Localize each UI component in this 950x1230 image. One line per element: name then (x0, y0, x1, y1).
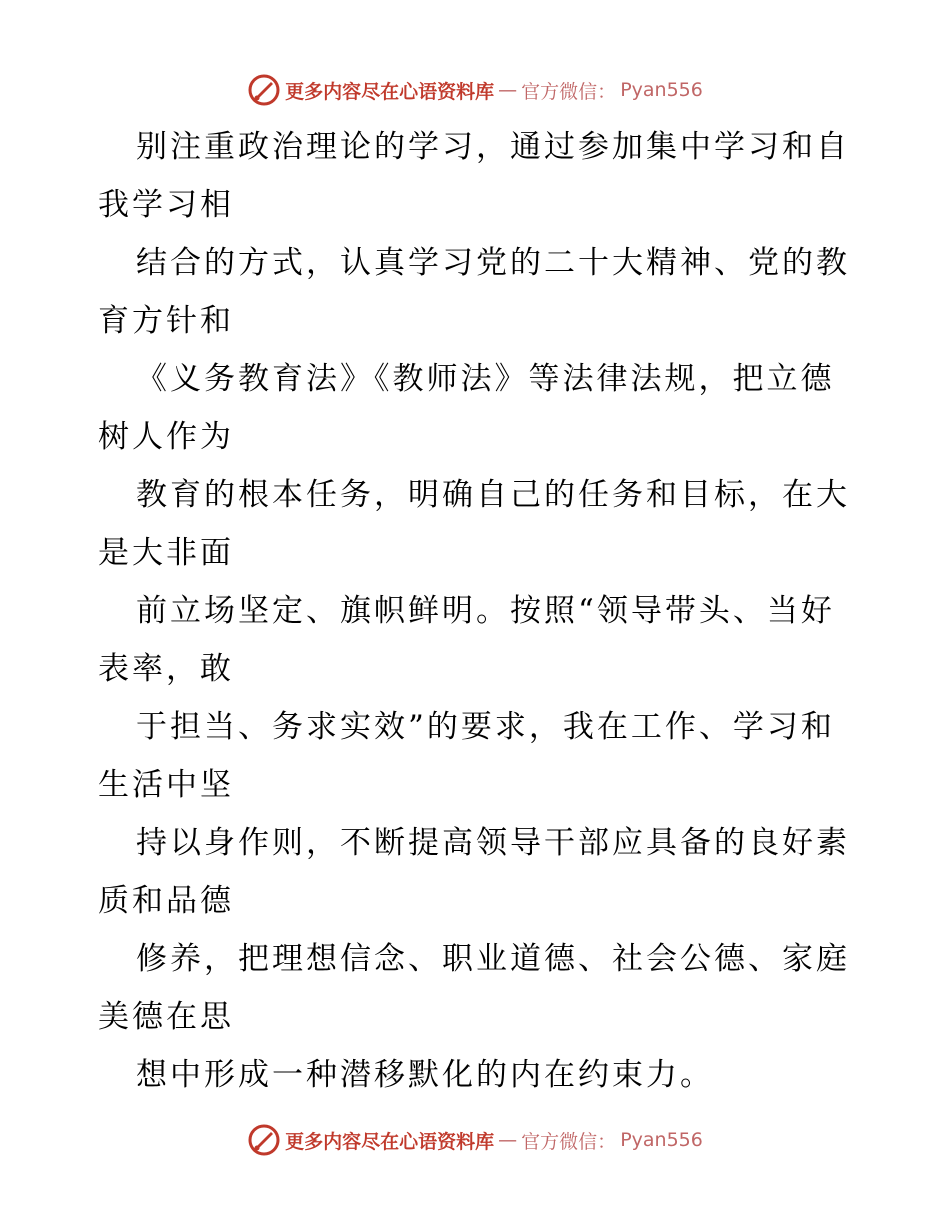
header-watermark (0, 70, 950, 110)
body-line: 结合的方式，认真学习党的二十大精神、党的教 (136, 245, 850, 281)
footer-watermark (0, 1120, 950, 1160)
body-line: 树人作为 (98, 419, 234, 455)
body-line: 别注重政治理论的学习，通过参加集中学习和自 (136, 129, 850, 165)
body-line: 质和品德 (98, 883, 234, 919)
watermark-wechat-id: Pyan556 (620, 79, 703, 101)
body-line: 想中形成一种潜移默化的内在约束力。 (136, 1057, 714, 1093)
body-line: 生活中坚 (98, 767, 234, 803)
body-line: 教育的根本任务，明确自己的任务和目标，在大 (136, 477, 850, 513)
body-line: 表率，敢 (98, 651, 234, 687)
body-line: 我学习相 (98, 187, 234, 223)
document-body (98, 118, 858, 1104)
watermark-wechat-label: 官方微信： (521, 1130, 617, 1153)
body-line: 修养，把理想信念、职业道德、社会公德、家庭 (136, 941, 850, 977)
body-line: 是大非面 (98, 535, 234, 571)
watermark-main-text: 更多内容尽在心语资料库 (285, 80, 495, 103)
body-line: 前立场坚定、旗帜鲜明。按照“领导带头、当好 (136, 593, 835, 629)
watermark-separator: — (498, 1129, 518, 1151)
body-line: 育方针和 (98, 303, 234, 339)
body-line: 《义务教育法》《教师法》等法律法规，把立德 (136, 361, 835, 397)
watermark-separator: — (498, 79, 518, 101)
watermark-wechat-label: 官方微信： (521, 80, 617, 103)
quill-logo-icon (247, 1123, 281, 1157)
watermark-main-text: 更多内容尽在心语资料库 (285, 1130, 495, 1153)
quill-logo-icon (247, 73, 281, 107)
body-line: 于担当、务求实效”的要求，我在工作、学习和 (136, 709, 835, 745)
body-line: 持以身作则，不断提高领导干部应具备的良好素 (136, 825, 850, 861)
watermark-wechat-id: Pyan556 (620, 1129, 703, 1151)
body-line: 美德在思 (98, 999, 234, 1035)
